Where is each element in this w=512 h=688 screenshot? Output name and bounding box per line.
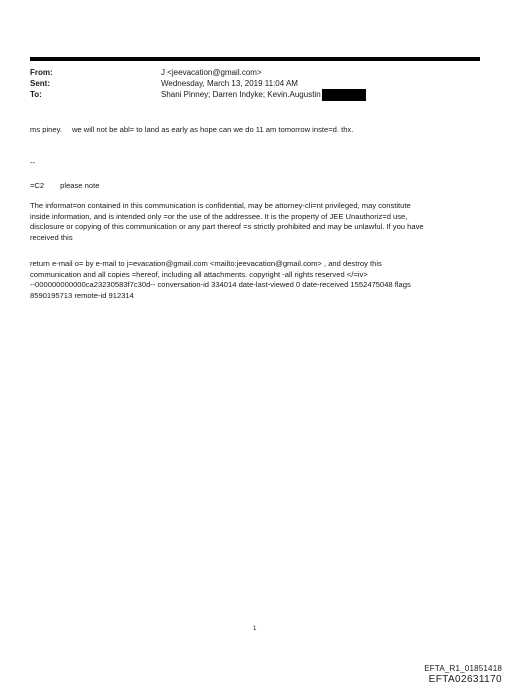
disclaimer-line: inside information, and is intended only =or the use of the addressee. It is the property of JEE Unauthoriz=d use,	[30, 211, 408, 221]
to-value-wrap	[161, 89, 366, 101]
bates-number-primary: EFTA_R1_01851418	[424, 664, 502, 673]
disclaimer-line: The informat=on contained in this communication is confidential, may be attorney-cli=nt privileged, may constitute	[30, 201, 411, 210]
disclaimer-line: received this	[30, 232, 73, 242]
from-row	[30, 67, 490, 78]
to-row	[30, 89, 490, 100]
to-value: Shani Pinney; Darren Indyke; Kevin.Augustin	[161, 90, 321, 99]
page-number: 1	[253, 626, 257, 632]
sent-label: Sent:	[30, 79, 50, 88]
note-code: =C2	[30, 181, 45, 190]
header-divider	[30, 57, 480, 61]
sent-value: Wednesday, March 13, 2019 11:04 AM	[161, 79, 298, 88]
from-label: From:	[30, 68, 53, 77]
disclaimer-paragraph	[30, 201, 482, 243]
salutation: ms piney.	[30, 125, 62, 134]
email-header	[30, 67, 490, 100]
redaction-box	[322, 89, 366, 101]
message-text: we will not be abl= to land as early as hope can we do 11 am tomorrow inste=d. thx.	[71, 125, 354, 134]
from-value: J <jeevacation@gmail.com>	[161, 68, 262, 77]
bates-number-secondary: EFTA02631170	[428, 674, 502, 685]
return-line: return e-mail o= by e-mail to j=evacation@gmail.com <mailto:jeevacation@gmail.com> , and destroy this	[30, 259, 382, 268]
return-line: 8590195713 remote-id 912314	[30, 290, 134, 300]
signature-dashes: --	[30, 158, 36, 167]
return-line: communication and all copies =hereof, including all attachments. copyright -all rights reserved </=iv>	[30, 269, 368, 279]
return-paragraph	[30, 259, 482, 301]
note-line	[30, 181, 482, 192]
sent-row	[30, 78, 490, 89]
return-line: --000000000000ca23230583f7c30d-- conversation-id 334014 date-last-viewed 0 date-received 1552475048 flags	[30, 280, 411, 289]
disclaimer-line: disclosure or copying of this communication or any part thereof =s strictly prohibited and may be unlawful. If you have	[30, 222, 424, 231]
to-label: To:	[30, 90, 42, 99]
message-line	[30, 125, 482, 136]
note-text: please note	[60, 181, 100, 190]
